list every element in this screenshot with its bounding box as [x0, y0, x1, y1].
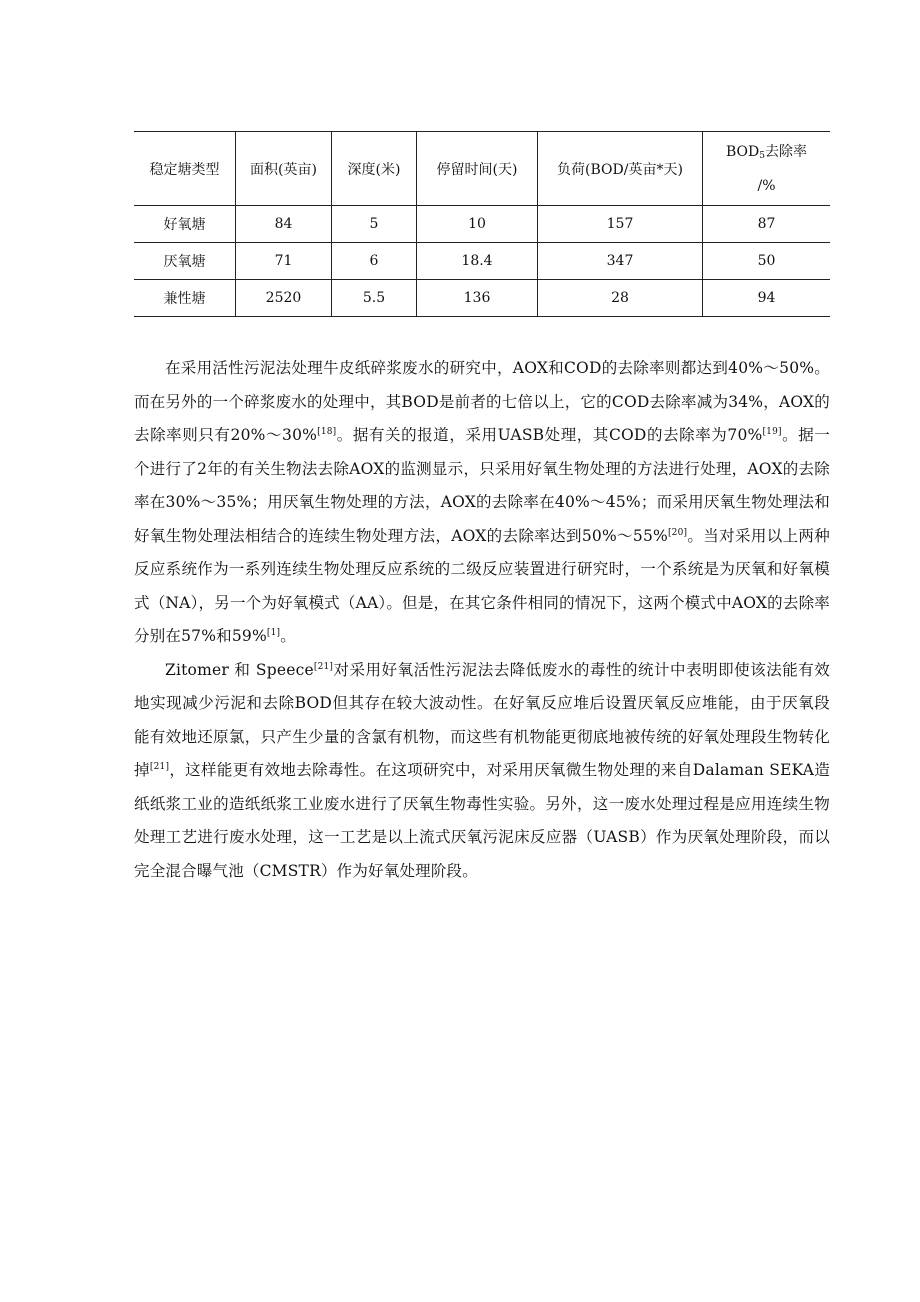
header-depth: 深度(米) — [332, 132, 417, 206]
text-run: ，这样能更有效地去除毒性。在这项研究中，对采用厌氧微生物处理的来自Dalaman SEKA造纸纸浆工业的造纸纸浆工业废水进行了厌氧生物毒性实验。另外，这一废水处理过程是应用连续生物处理工艺进行废水处理，这一工艺是以上流式厌氧污泥床反应器（UASB）作为厌氧处理阶段，而以完全混合曝气池（CMSTR）作为好氧处理阶段。 — [134, 761, 831, 880]
cell: 157 — [538, 206, 703, 243]
cell: 5.5 — [332, 280, 417, 317]
header-pond-type: 稳定塘类型 — [134, 132, 236, 206]
cell: 87 — [703, 206, 831, 243]
table-row — [134, 243, 830, 280]
cell: 5 — [332, 206, 417, 243]
header-bod-sub: 5 — [759, 150, 765, 161]
cell: 兼性塘 — [134, 280, 236, 317]
text-run: 。据有关的报道，采用UASB处理，其COD的去除率为70% — [336, 426, 763, 444]
cell: 136 — [417, 280, 538, 317]
header-bod-post: 去除率 — [764, 143, 807, 160]
stabilization-pond-table — [134, 131, 830, 317]
cell: 84 — [236, 206, 332, 243]
text-run: Zitomer 和 Speece — [165, 660, 314, 679]
text-run: 在采用活性污泥法处理牛皮纸碎浆废水的研究中，AOX和COD的去除率则都达到40%～50%。而在另外的一个碎浆废水的处理中，其BOD是前者的七倍以上，它的COD去除率减为34%，AOX的去除率则只有20%～30% — [134, 359, 830, 444]
table-row — [134, 206, 830, 243]
cell: 347 — [538, 243, 703, 280]
cell: 18.4 — [417, 243, 538, 280]
citation: [19] — [762, 427, 782, 437]
cell: 2520 — [236, 280, 332, 317]
header-retention-time: 停留时间(天) — [417, 132, 538, 206]
text-run: 。据一个进行了2年的有关生物法去除AOX的监测显示，只采用好氧生物处理的方法进行处理，AOX的去除率在30%～35%；用厌氧生物处理的方法，AOX的去除率在40%～45%；而采用厌氧生物处理法和好氧生物处理法相结合的连续生物处理方法，AOX的去除率达到50%～55% — [134, 426, 830, 545]
citation: [18] — [317, 427, 337, 437]
header-area: 面积(英亩) — [236, 132, 332, 206]
cell: 94 — [703, 280, 831, 317]
header-bod-unit: /% — [757, 177, 776, 194]
cell: 厌氧塘 — [134, 243, 236, 280]
table-row — [134, 280, 830, 317]
cell: 6 — [332, 243, 417, 280]
text-run: 对采用好氧活性污泥法去降低废水的毒性的统计中表明即使该法能有效地实现减少污泥和去除BOD但其存在较大波动性。在好氧反应堆后设置厌氧反应堆能，由于厌氧段能有效地还原氯，只产生少量的含氯有机物，而这些有机物能更彻底地被传统的好氧处理段生物转化掉 — [134, 660, 831, 779]
cell: 50 — [703, 243, 831, 280]
text-run: 。当对采用以上两种反应系统作为一系列连续生物处理反应系统的二级反应装置进行研究时，一个系统是为厌氧和好氧模式（NA），另一个为好氧模式（AA）。但是，在其它条件相同的情况下，这两个模式中AOX的去除率分别在57%和59% — [134, 526, 830, 645]
header-bod-removal — [703, 132, 831, 206]
body-text — [134, 352, 830, 888]
text-run: 。 — [280, 627, 296, 645]
cell: 71 — [236, 243, 332, 280]
citation: [20] — [667, 527, 688, 538]
cell: 好氧塘 — [134, 206, 236, 243]
cell: 28 — [538, 280, 703, 317]
header-load: 负荷(BOD/英亩*天) — [538, 132, 703, 206]
header-bod-pre: BOD — [726, 143, 760, 160]
citation: [21] — [313, 661, 334, 672]
paragraph-2 — [134, 654, 830, 889]
table-header-row — [134, 132, 830, 206]
paragraph-1 — [134, 352, 830, 654]
cell: 10 — [417, 206, 538, 243]
citation: [21] — [149, 762, 170, 772]
citation: [1] — [266, 628, 281, 638]
